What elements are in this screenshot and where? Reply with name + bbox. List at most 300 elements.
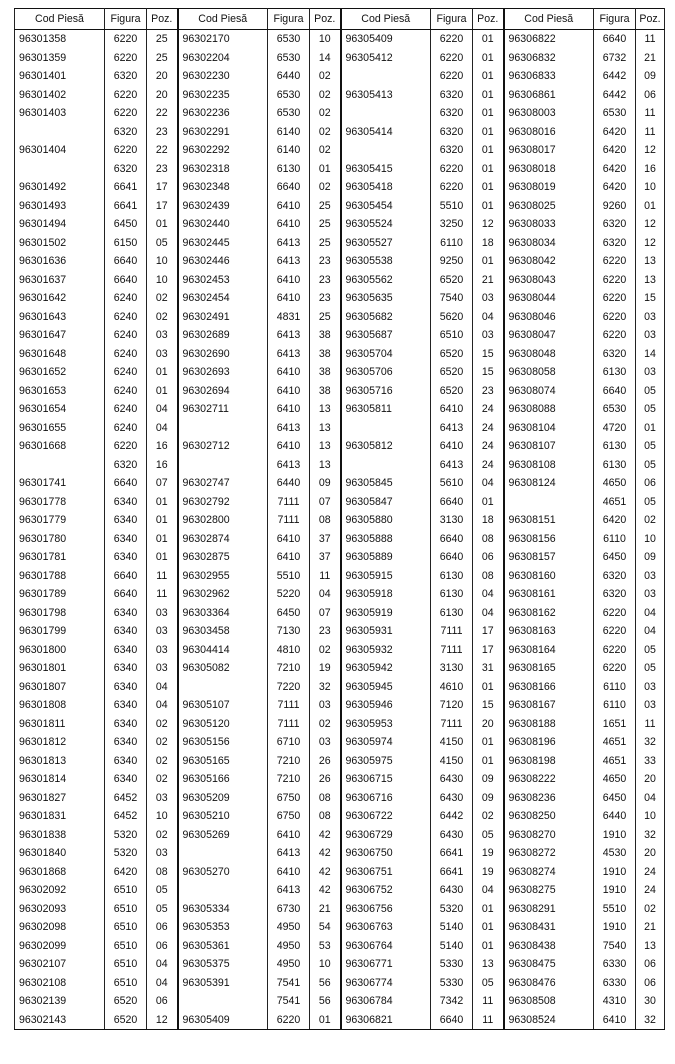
- figura-cell: 6240: [105, 345, 147, 364]
- header-poz: Poz.: [310, 9, 341, 30]
- cod-piesa-cell: 96306822: [504, 30, 594, 49]
- figura-cell: 6430: [431, 881, 473, 900]
- figura-cell: 6420: [594, 178, 636, 197]
- figura-cell: 7541: [268, 992, 310, 1011]
- figura-cell: 6220: [594, 252, 636, 271]
- poz-cell: 01: [310, 1011, 341, 1030]
- poz-cell: 22: [147, 104, 178, 123]
- table-row: [15, 863, 665, 882]
- cod-piesa-cell: 96302445: [178, 234, 268, 253]
- figura-cell: 7540: [431, 289, 473, 308]
- poz-cell: 03: [147, 604, 178, 623]
- poz-cell: 11: [473, 1011, 504, 1030]
- table-row: [15, 696, 665, 715]
- figura-cell: 6220: [594, 308, 636, 327]
- figura-cell: 6450: [594, 789, 636, 808]
- poz-cell: 02: [310, 123, 341, 142]
- poz-cell: 02: [147, 826, 178, 845]
- figura-cell: 6640: [431, 493, 473, 512]
- poz-cell: 12: [147, 1011, 178, 1030]
- poz-cell: 15: [473, 363, 504, 382]
- poz-cell: 18: [473, 234, 504, 253]
- cod-piesa-cell: 96308058: [504, 363, 594, 382]
- cod-piesa-cell: 96306751: [341, 863, 431, 882]
- poz-cell: 01: [147, 382, 178, 401]
- cod-piesa-cell: 96305942: [341, 659, 431, 678]
- cod-piesa-cell: 96308166: [504, 678, 594, 697]
- figura-cell: 6340: [105, 752, 147, 771]
- poz-cell: 02: [636, 900, 665, 919]
- poz-cell: 21: [310, 900, 341, 919]
- figura-cell: 7120: [431, 696, 473, 715]
- poz-cell: 01: [636, 197, 665, 216]
- poz-cell: 10: [636, 178, 665, 197]
- cod-piesa-cell: 96305704: [341, 345, 431, 364]
- poz-cell: 04: [147, 678, 178, 697]
- poz-cell: 01: [473, 752, 504, 771]
- table-header: [15, 9, 665, 30]
- poz-cell: 04: [147, 974, 178, 993]
- figura-cell: 6430: [431, 770, 473, 789]
- cod-piesa-cell: 96306716: [341, 789, 431, 808]
- figura-cell: 6220: [105, 141, 147, 160]
- figura-cell: 5510: [431, 197, 473, 216]
- cod-piesa-cell: 96308019: [504, 178, 594, 197]
- figura-cell: 7342: [431, 992, 473, 1011]
- figura-cell: 5610: [431, 474, 473, 493]
- cod-piesa-cell: 96306729: [341, 826, 431, 845]
- poz-cell: 37: [310, 548, 341, 567]
- cod-piesa-cell: 96308047: [504, 326, 594, 345]
- figura-cell: 4950: [268, 955, 310, 974]
- table-row: [15, 234, 665, 253]
- cod-piesa-cell: 96302236: [178, 104, 268, 123]
- cod-piesa-cell: 96308222: [504, 770, 594, 789]
- figura-cell: 6530: [268, 30, 310, 49]
- figura-cell: 6530: [268, 104, 310, 123]
- cod-piesa-cell: 96304414: [178, 641, 268, 660]
- figura-cell: 6220: [594, 641, 636, 660]
- poz-cell: 12: [473, 215, 504, 234]
- cod-piesa-cell: 96301778: [15, 493, 105, 512]
- figura-cell: 6410: [594, 1011, 636, 1030]
- poz-cell: 01: [636, 419, 665, 438]
- poz-cell: 07: [147, 474, 178, 493]
- figura-cell: 6641: [431, 863, 473, 882]
- figura-cell: 7111: [431, 622, 473, 641]
- cod-piesa-cell: 96302235: [178, 86, 268, 105]
- cod-piesa-cell: 96301789: [15, 585, 105, 604]
- cod-piesa-cell: 96302093: [15, 900, 105, 919]
- table-row: [15, 1011, 665, 1030]
- figura-cell: 6340: [105, 530, 147, 549]
- cod-piesa-cell: 96308034: [504, 234, 594, 253]
- cod-piesa-cell: 96308250: [504, 807, 594, 826]
- figura-cell: 4831: [268, 308, 310, 327]
- figura-cell: 6240: [105, 326, 147, 345]
- cod-piesa-cell: 96302439: [178, 197, 268, 216]
- figura-cell: 6330: [594, 974, 636, 993]
- figura-cell: 5320: [105, 844, 147, 863]
- figura-cell: 6410: [268, 197, 310, 216]
- table-row: [15, 289, 665, 308]
- poz-cell: 16: [147, 437, 178, 456]
- figura-cell: 1910: [594, 863, 636, 882]
- poz-cell: 02: [636, 511, 665, 530]
- cod-piesa-cell: 96301798: [15, 604, 105, 623]
- header-poz: Poz.: [473, 9, 504, 30]
- poz-cell: 05: [473, 826, 504, 845]
- figura-cell: 6410: [268, 289, 310, 308]
- poz-cell: 23: [310, 622, 341, 641]
- figura-cell: 6640: [431, 548, 473, 567]
- table-row: [15, 215, 665, 234]
- table-row: [15, 30, 665, 49]
- poz-cell: 01: [473, 141, 504, 160]
- cod-piesa-cell: 96308043: [504, 271, 594, 290]
- cod-piesa-cell: 96308165: [504, 659, 594, 678]
- cod-piesa-cell: 96301780: [15, 530, 105, 549]
- figura-cell: 6640: [105, 252, 147, 271]
- cod-piesa-cell: 96301652: [15, 363, 105, 382]
- poz-cell: 01: [473, 252, 504, 271]
- cod-piesa-cell: 96305687: [341, 326, 431, 345]
- poz-cell: 11: [473, 992, 504, 1011]
- figura-cell: 6640: [105, 474, 147, 493]
- cod-piesa-cell: 96302792: [178, 493, 268, 512]
- poz-cell: 54: [310, 918, 341, 937]
- figura-cell: 6710: [268, 733, 310, 752]
- poz-cell: 03: [636, 308, 665, 327]
- poz-cell: 18: [473, 511, 504, 530]
- cod-piesa-cell: 96305953: [341, 715, 431, 734]
- cod-piesa-cell: [341, 419, 431, 438]
- figura-cell: 6410: [268, 437, 310, 456]
- poz-cell: 42: [310, 826, 341, 845]
- poz-cell: 05: [636, 400, 665, 419]
- poz-cell: 05: [636, 456, 665, 475]
- cod-piesa-cell: 96305880: [341, 511, 431, 530]
- cod-piesa-cell: [178, 844, 268, 863]
- figura-cell: 6240: [105, 382, 147, 401]
- cod-piesa-cell: 96301812: [15, 733, 105, 752]
- cod-piesa-cell: 96305454: [341, 197, 431, 216]
- cod-piesa-cell: [15, 160, 105, 179]
- figura-cell: 6440: [594, 807, 636, 826]
- poz-cell: 06: [636, 974, 665, 993]
- cod-piesa-cell: 96308025: [504, 197, 594, 216]
- table-row: [15, 86, 665, 105]
- figura-cell: 6220: [105, 86, 147, 105]
- cod-piesa-cell: 96308046: [504, 308, 594, 327]
- cod-piesa-cell: 96305375: [178, 955, 268, 974]
- figura-cell: 6410: [268, 215, 310, 234]
- figura-cell: 6220: [105, 437, 147, 456]
- poz-cell: 23: [310, 271, 341, 290]
- cod-piesa-cell: 96306715: [341, 770, 431, 789]
- cod-piesa-cell: 96302318: [178, 160, 268, 179]
- poz-cell: 42: [310, 844, 341, 863]
- cod-piesa-cell: 96308475: [504, 955, 594, 974]
- cod-piesa-cell: 96305409: [341, 30, 431, 49]
- header-figura: Figura: [594, 9, 636, 30]
- cod-piesa-cell: 96302108: [15, 974, 105, 993]
- figura-cell: 4651: [594, 493, 636, 512]
- poz-cell: 01: [473, 86, 504, 105]
- figura-cell: 6520: [431, 363, 473, 382]
- cod-piesa-cell: 96302875: [178, 548, 268, 567]
- poz-cell: 07: [310, 493, 341, 512]
- figura-cell: 6641: [105, 178, 147, 197]
- cod-piesa-cell: 96308042: [504, 252, 594, 271]
- poz-cell: 09: [310, 474, 341, 493]
- cod-piesa-cell: 96305918: [341, 585, 431, 604]
- table-row: [15, 178, 665, 197]
- figura-cell: 6320: [594, 234, 636, 253]
- poz-cell: 01: [147, 215, 178, 234]
- figura-cell: 6413: [268, 345, 310, 364]
- poz-cell: 02: [310, 641, 341, 660]
- cod-piesa-cell: 96301647: [15, 326, 105, 345]
- table-row: [15, 900, 665, 919]
- poz-cell: 13: [473, 955, 504, 974]
- poz-cell: 22: [147, 141, 178, 160]
- poz-cell: 08: [310, 807, 341, 826]
- poz-cell: 06: [147, 937, 178, 956]
- table-row: [15, 715, 665, 734]
- poz-cell: 03: [636, 696, 665, 715]
- cod-piesa-cell: 96302204: [178, 49, 268, 68]
- table-row: [15, 326, 665, 345]
- figura-cell: 6340: [105, 604, 147, 623]
- figura-cell: 6640: [268, 178, 310, 197]
- cod-piesa-cell: 96302491: [178, 308, 268, 327]
- figura-cell: 6640: [105, 271, 147, 290]
- figura-cell: 6410: [268, 548, 310, 567]
- figura-cell: 5620: [431, 308, 473, 327]
- poz-cell: 02: [473, 807, 504, 826]
- cod-piesa-cell: [178, 456, 268, 475]
- poz-cell: 01: [473, 918, 504, 937]
- cod-piesa-cell: 96308088: [504, 400, 594, 419]
- figura-cell: 6130: [431, 604, 473, 623]
- poz-cell: 01: [473, 49, 504, 68]
- poz-cell: 08: [473, 567, 504, 586]
- poz-cell: 08: [310, 511, 341, 530]
- poz-cell: 03: [147, 345, 178, 364]
- poz-cell: 10: [147, 271, 178, 290]
- figura-cell: 6340: [105, 715, 147, 734]
- cod-piesa-cell: 96306750: [341, 844, 431, 863]
- figura-cell: 6410: [268, 271, 310, 290]
- cod-piesa-cell: 96305945: [341, 678, 431, 697]
- figura-cell: 6220: [268, 1011, 310, 1030]
- figura-cell: 6330: [594, 955, 636, 974]
- cod-piesa-cell: 96301636: [15, 252, 105, 271]
- figura-cell: 6320: [105, 123, 147, 142]
- poz-cell: 01: [147, 530, 178, 549]
- figura-cell: 6220: [431, 67, 473, 86]
- poz-cell: 05: [636, 382, 665, 401]
- cod-piesa-cell: [178, 419, 268, 438]
- cod-piesa-cell: 96302453: [178, 271, 268, 290]
- cod-piesa-cell: 96305120: [178, 715, 268, 734]
- poz-cell: 24: [636, 863, 665, 882]
- cod-piesa-cell: 96301868: [15, 863, 105, 882]
- cod-piesa-cell: 96308236: [504, 789, 594, 808]
- figura-cell: 7541: [268, 974, 310, 993]
- poz-cell: 06: [147, 918, 178, 937]
- figura-cell: 3250: [431, 215, 473, 234]
- figura-cell: 6420: [594, 511, 636, 530]
- poz-cell: 25: [147, 30, 178, 49]
- table-row: [15, 67, 665, 86]
- poz-cell: 12: [636, 141, 665, 160]
- cod-piesa-cell: 96308161: [504, 585, 594, 604]
- cod-piesa-cell: 96302230: [178, 67, 268, 86]
- poz-cell: 25: [147, 49, 178, 68]
- poz-cell: 09: [473, 770, 504, 789]
- figura-cell: 6530: [268, 86, 310, 105]
- poz-cell: 01: [473, 493, 504, 512]
- poz-cell: 15: [636, 289, 665, 308]
- poz-cell: 38: [310, 345, 341, 364]
- figura-cell: 6130: [431, 567, 473, 586]
- table-row: [15, 197, 665, 216]
- cod-piesa-cell: 96301401: [15, 67, 105, 86]
- header-figura: Figura: [105, 9, 147, 30]
- poz-cell: 03: [147, 789, 178, 808]
- cod-piesa-cell: [178, 881, 268, 900]
- cod-piesa-cell: 96305706: [341, 363, 431, 382]
- table-row: [15, 937, 665, 956]
- figura-cell: 6240: [105, 289, 147, 308]
- table-row: [15, 419, 665, 438]
- poz-cell: 33: [636, 752, 665, 771]
- poz-cell: 03: [310, 696, 341, 715]
- cod-piesa-cell: 96306756: [341, 900, 431, 919]
- poz-cell: 20: [636, 770, 665, 789]
- poz-cell: 56: [310, 992, 341, 1011]
- figura-cell: 1910: [594, 826, 636, 845]
- figura-cell: 6640: [431, 1011, 473, 1030]
- figura-cell: 6450: [594, 548, 636, 567]
- figura-cell: 7111: [268, 696, 310, 715]
- poz-cell: 06: [473, 548, 504, 567]
- figura-cell: 6420: [594, 160, 636, 179]
- figura-cell: 6420: [105, 863, 147, 882]
- poz-cell: 20: [473, 715, 504, 734]
- figura-cell: 7111: [268, 715, 310, 734]
- poz-cell: 04: [473, 474, 504, 493]
- header-cod-piesa: Cod Piesă: [504, 9, 594, 30]
- figura-cell: 6452: [105, 789, 147, 808]
- cod-piesa-cell: 96301493: [15, 197, 105, 216]
- poz-cell: 19: [473, 844, 504, 863]
- figura-cell: 6220: [105, 30, 147, 49]
- figura-cell: 1651: [594, 715, 636, 734]
- figura-cell: 6320: [431, 141, 473, 160]
- poz-cell: 20: [147, 67, 178, 86]
- poz-cell: 02: [147, 308, 178, 327]
- cod-piesa-cell: 96306784: [341, 992, 431, 1011]
- table-row: [15, 789, 665, 808]
- figura-cell: 5140: [431, 937, 473, 956]
- cod-piesa-cell: 96306821: [341, 1011, 431, 1030]
- poz-cell: 03: [636, 567, 665, 586]
- poz-cell: 02: [310, 715, 341, 734]
- table-row: [15, 770, 665, 789]
- cod-piesa-cell: 96305811: [341, 400, 431, 419]
- cod-piesa-cell: 96308107: [504, 437, 594, 456]
- cod-piesa-cell: 96308104: [504, 419, 594, 438]
- poz-cell: 23: [147, 160, 178, 179]
- cod-piesa-cell: 96302962: [178, 585, 268, 604]
- poz-cell: 03: [147, 326, 178, 345]
- cod-piesa-cell: 96308508: [504, 992, 594, 1011]
- poz-cell: 03: [636, 363, 665, 382]
- figura-cell: 6340: [105, 733, 147, 752]
- cod-piesa-cell: 96308074: [504, 382, 594, 401]
- poz-cell: 17: [473, 641, 504, 660]
- figura-cell: 4150: [431, 752, 473, 771]
- figura-cell: 6640: [594, 382, 636, 401]
- figura-cell: 6140: [268, 123, 310, 142]
- figura-cell: 6530: [594, 104, 636, 123]
- figura-cell: 6240: [105, 400, 147, 419]
- cod-piesa-cell: 96301814: [15, 770, 105, 789]
- poz-cell: 25: [310, 197, 341, 216]
- figura-cell: 6340: [105, 493, 147, 512]
- cod-piesa-cell: 96305107: [178, 696, 268, 715]
- figura-cell: 6442: [594, 86, 636, 105]
- poz-cell: 03: [147, 622, 178, 641]
- cod-piesa-cell: 96305635: [341, 289, 431, 308]
- figura-cell: 6220: [431, 160, 473, 179]
- poz-cell: 04: [473, 308, 504, 327]
- cod-piesa-cell: 96305716: [341, 382, 431, 401]
- figura-cell: 6320: [431, 86, 473, 105]
- figura-cell: 6320: [105, 160, 147, 179]
- poz-cell: 24: [473, 456, 504, 475]
- cod-piesa-cell: 96305353: [178, 918, 268, 937]
- cod-piesa-cell: 96302139: [15, 992, 105, 1011]
- figura-cell: 5510: [268, 567, 310, 586]
- figura-cell: 4651: [594, 752, 636, 771]
- poz-cell: 10: [636, 807, 665, 826]
- figura-cell: 6220: [431, 30, 473, 49]
- figura-cell: 6130: [268, 160, 310, 179]
- poz-cell: 25: [310, 234, 341, 253]
- figura-cell: 6220: [594, 604, 636, 623]
- cod-piesa-cell: 96301642: [15, 289, 105, 308]
- figura-cell: 5330: [431, 955, 473, 974]
- poz-cell: 04: [310, 585, 341, 604]
- poz-cell: 38: [310, 382, 341, 401]
- poz-cell: 13: [636, 937, 665, 956]
- poz-cell: 25: [310, 308, 341, 327]
- cod-piesa-cell: 96308016: [504, 123, 594, 142]
- figura-cell: 6440: [268, 67, 310, 86]
- poz-cell: 04: [147, 696, 178, 715]
- cod-piesa-cell: 96308188: [504, 715, 594, 734]
- poz-cell: 08: [310, 789, 341, 808]
- cod-piesa-cell: 96308291: [504, 900, 594, 919]
- table-row: [15, 678, 665, 697]
- figura-cell: 6510: [105, 955, 147, 974]
- table-row: [15, 567, 665, 586]
- poz-cell: 03: [636, 585, 665, 604]
